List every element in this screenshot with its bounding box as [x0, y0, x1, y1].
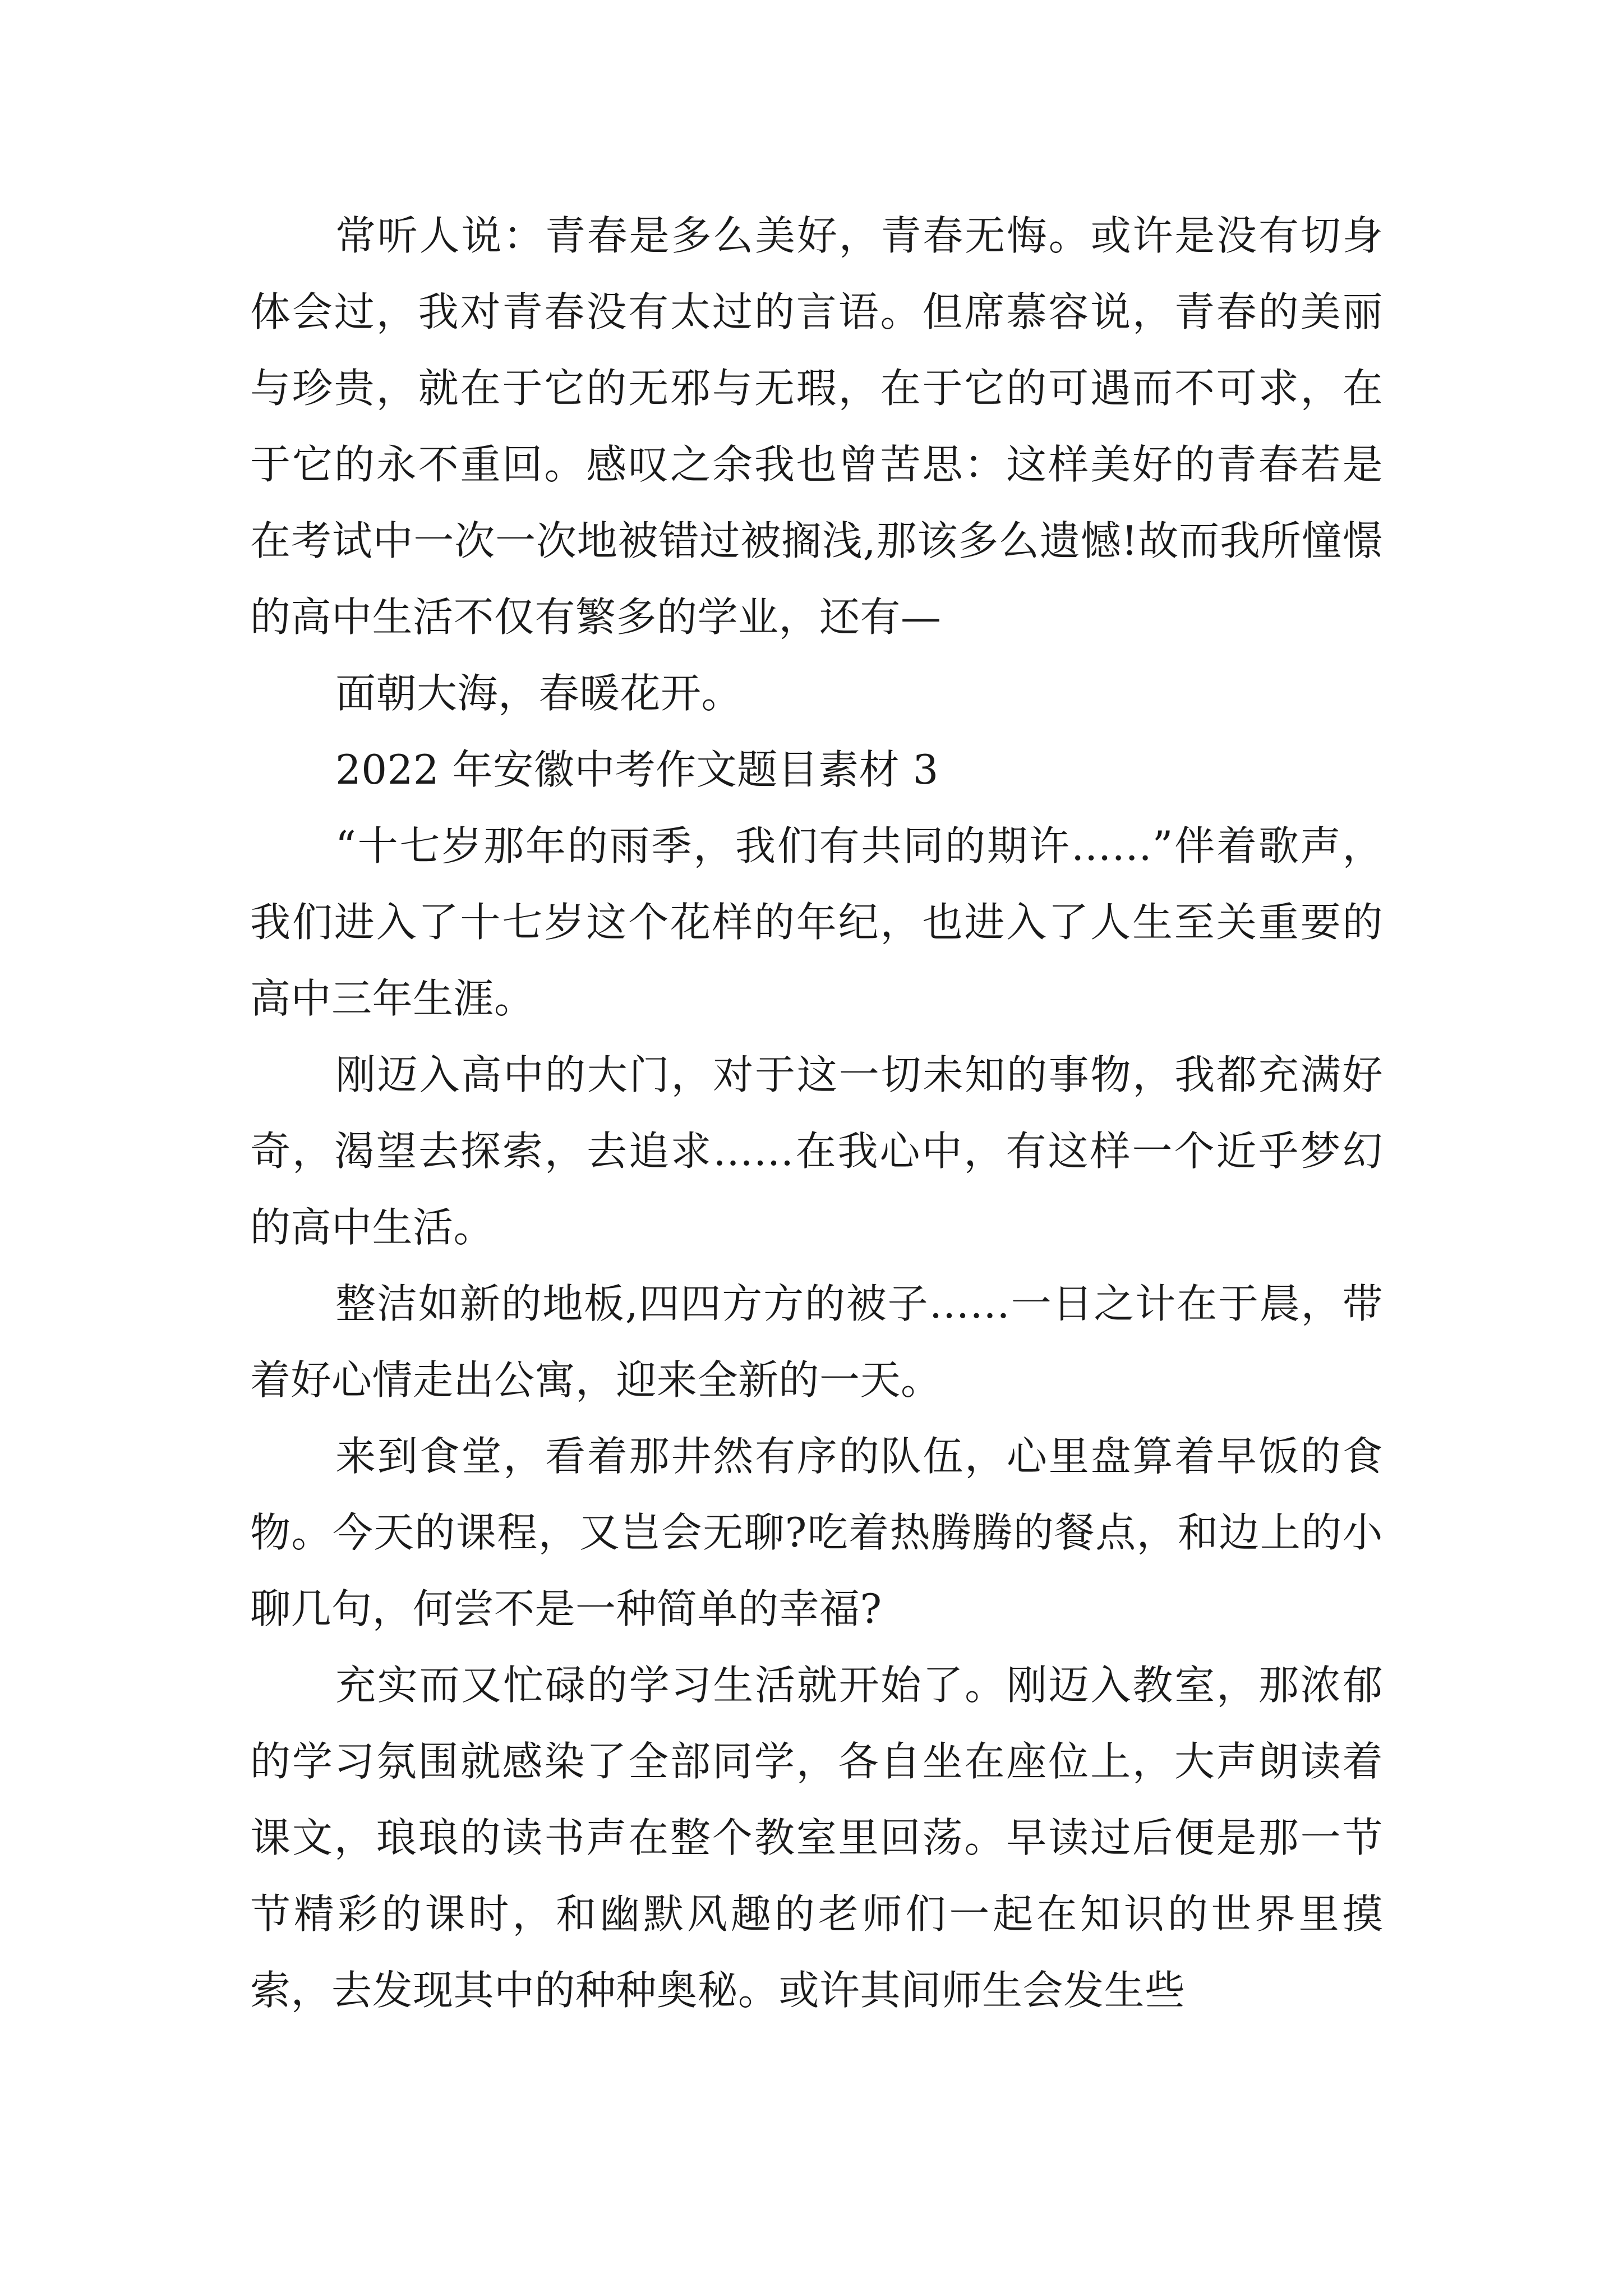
paragraph-classroom-study: 充实而又忙碌的学习生活就开始了。刚迈入教室，那浓郁的学习氛围就感染了全部同学，各自坐在座位上，大声朗读着课文，琅琅的读书声在整个教室里回荡。早读过后便是那一节节精彩的课时，和幽默风趣的老师们一起在知识的世界里摸索，去发现其中的种种奥秘。或许其间师生会发生些	[250, 1662, 1383, 2014]
document-body	[250, 197, 1383, 2028]
paragraph-morning-dorm: 整洁如新的地板,四四方方的被子……一日之计在于晨，带着好心情走出公寓，迎来全新的一天。	[250, 1280, 1383, 1404]
paragraph-facing-the-sea: 面朝大海，春暖花开。	[335, 670, 743, 717]
paragraph-seventeen-rainy-season: “十七岁那年的雨季，我们有共同的期许……”伴着歌声，我们进入了十七岁这个花样的年纪，也进入了人生至关重要的高中三年生涯。	[250, 822, 1383, 1022]
paragraph-youth-reflection: 常听人说：青春是多么美好，青春无悔。或许是没有切身体会过，我对青春没有太过的言语。但席慕容说，青春的美丽与珍贵，就在于它的无邪与无瑕，在于它的可遇而不可求，在于它的永不重回。感叹之余我也曾苦思：这样美好的青春若是在考试中一次一次地被错过被搁浅,那该多么遗憾!故而我所憧憬的高中生活不仅有繁多的学业，还有—	[250, 212, 1383, 641]
paragraph-entering-high-school: 刚迈入高中的大门，对于这一切未知的事物，我都充满好奇，渴望去探索，去追求……在我心中，有这样一个近乎梦幻的高中生活。	[250, 1051, 1383, 1251]
section-heading: 2022 年安徽中考作文题目素材 3	[335, 746, 939, 793]
paragraph-canteen-breakfast: 来到食堂，看着那井然有序的队伍，心里盘算着早饭的食物。今天的课程，又岂会无聊?吃着热腾腾的餐点，和边上的小聊几句，何尝不是一种简单的幸福?	[250, 1433, 1383, 1632]
